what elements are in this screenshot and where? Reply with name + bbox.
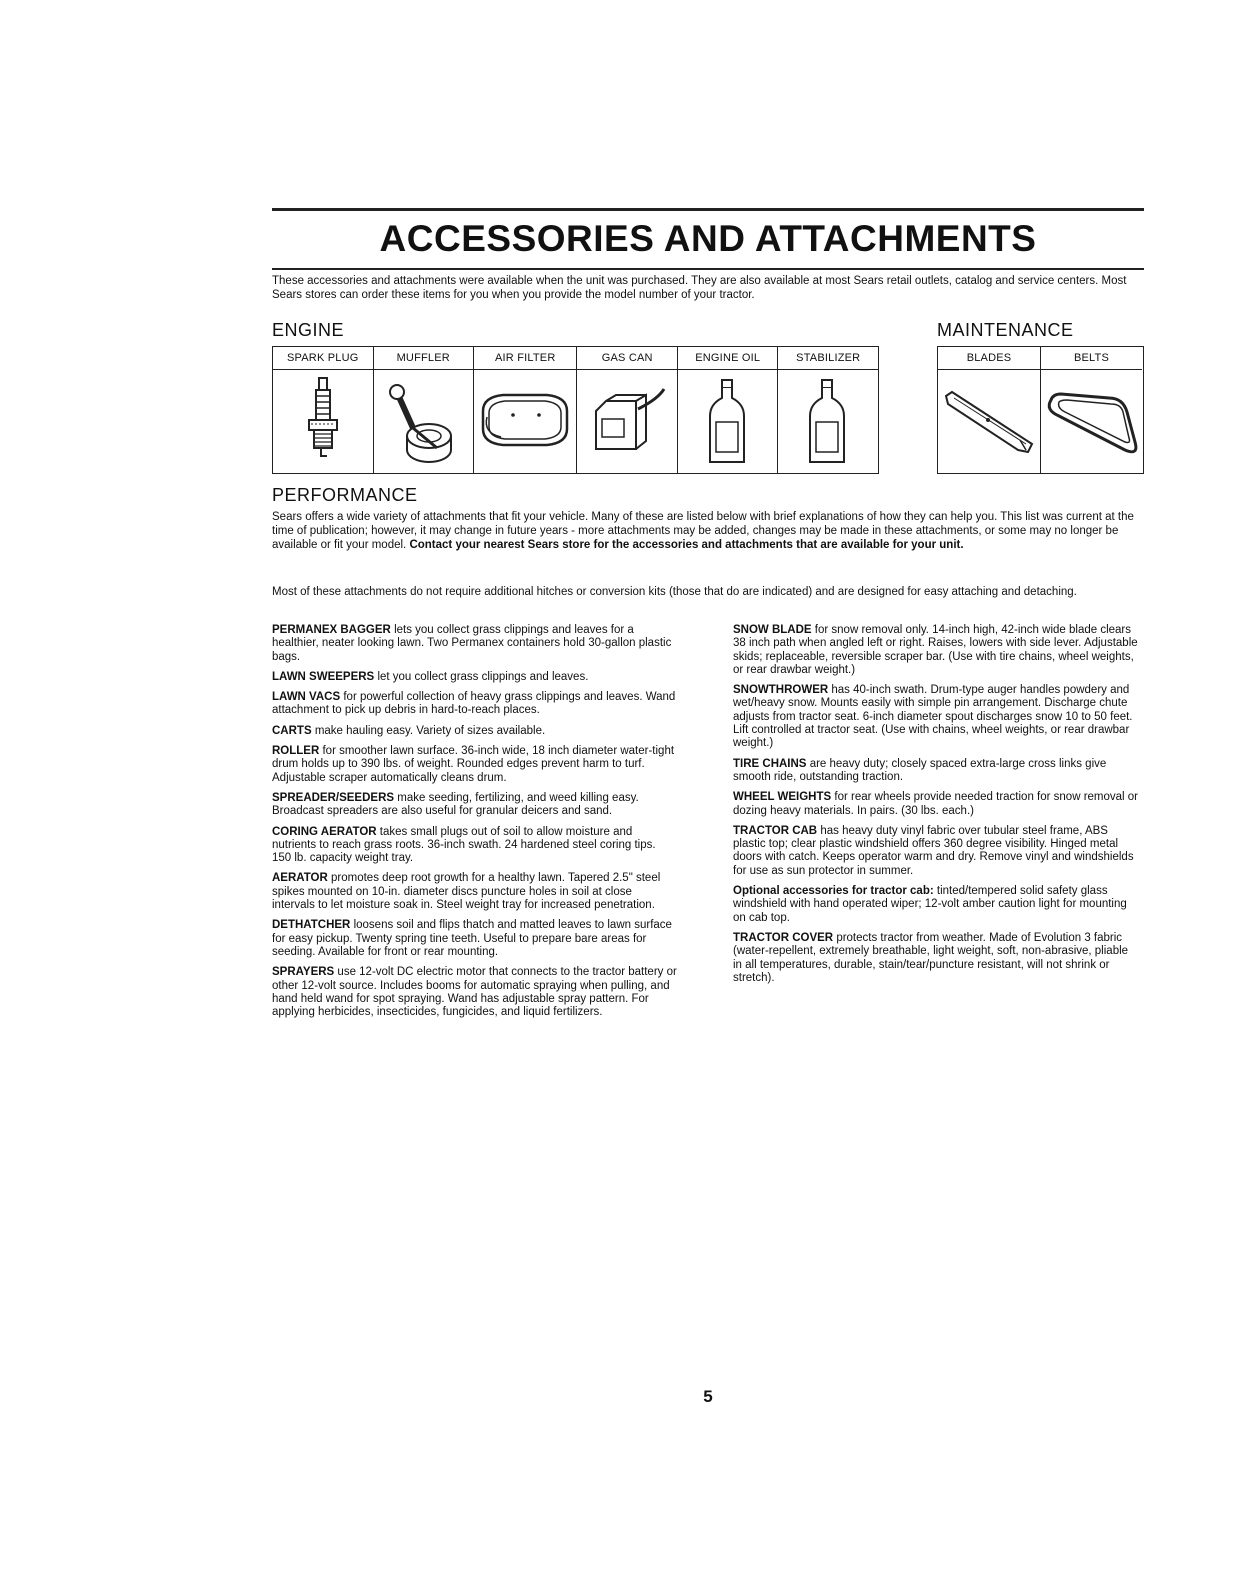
item-text: for snow removal only. 14-inch high, 42-inch wide blade clears 38 inch path when angled left or right. Raises, lowers with side lever. Adjustable skids; replaceable, reversible scraper bar. (Use with tire chains, wheel weights, or rear drawbar weight.) bbox=[733, 624, 1138, 676]
engine-grid bbox=[272, 346, 879, 474]
maintenance-label-blades: BLADES bbox=[938, 347, 1040, 370]
muffler-icon bbox=[383, 376, 463, 468]
item-title: WHEEL WEIGHTS bbox=[733, 791, 832, 804]
engine-label-spark-plug: SPARK PLUG bbox=[273, 347, 373, 370]
item-text: tinted/tempered solid safety glass windshield with hand operated wiper; 12-volt amber caution light for mounting on cab top. bbox=[733, 885, 1127, 924]
item-roller bbox=[272, 745, 677, 785]
item-text: use 12-volt DC electric motor that connects to the tractor battery or other 12-volt source. Includes booms for automatic spraying when pulling, and hand held wand for spot spraying. Wand has adjustable spray pattern. For applying herbicides, insecticides, fungicides, and liquid fertilizers. bbox=[272, 966, 677, 1019]
item-aerator bbox=[272, 872, 677, 912]
top-rule bbox=[272, 208, 1144, 211]
engine-label-air-filter: AIR FILTER bbox=[474, 347, 576, 370]
performance-heading: PERFORMANCE bbox=[272, 485, 418, 505]
item-text: has 40-inch swath. Drum-type auger handles powdery and wet/heavy snow. Mounts easily with simple pin arrangement. Discharge chute adjusts from tractor seat. 6-inch diameter spout discharges snow 10 to 50 feet. Lift controlled at tractor seat. (Use with chains, wheel weights, or rear drawbar weight.) bbox=[733, 684, 1133, 750]
item-title: TRACTOR CAB bbox=[733, 824, 818, 837]
item-sprayers bbox=[272, 966, 677, 1019]
item-snowthrower bbox=[733, 684, 1140, 750]
item-spreader-seeders bbox=[272, 792, 677, 819]
item-snow-blade bbox=[733, 624, 1140, 677]
item-title: LAWN VACS bbox=[272, 691, 341, 704]
item-title: DETHATCHER bbox=[272, 919, 351, 932]
engine-heading: ENGINE bbox=[272, 320, 345, 340]
item-tractor-cab bbox=[733, 825, 1140, 878]
item-wheel-weights bbox=[733, 791, 1140, 818]
page-number: 5 bbox=[703, 1387, 713, 1406]
item-permanex-bagger bbox=[272, 624, 677, 664]
engine-cell-gas-can bbox=[577, 347, 678, 473]
intro-paragraph: These accessories and attachments were available when the unit was purchased. They are also available at most Sears retail outlets, catalog and service centers. Most Sears stores can order these items for you when you provide the model number of your tractor. bbox=[272, 275, 1127, 301]
stabilizer-bottle-icon bbox=[806, 376, 850, 468]
item-title: CORING AERATOR bbox=[272, 825, 377, 838]
item-text: for rear wheels provide needed traction for snow removal or dozing heavy materials. In pairs. (30 lbs. each.) bbox=[733, 791, 1139, 817]
item-title: SPREADER/SEEDERS bbox=[272, 791, 395, 804]
engine-cell-stabilizer bbox=[778, 347, 878, 473]
item-title: LAWN SWEEPERS bbox=[272, 670, 375, 683]
item-text: has heavy duty vinyl fabric over tubular steel frame, ABS plastic top; clear plastic windshield offers 360 degree visibility. Hinged metal doors with catch. Keeps operator warm and dry. Remove vinyl and windshields for use as sun protector in summer. bbox=[733, 824, 1134, 877]
performance-paragraph bbox=[272, 510, 1144, 552]
item-text: make seeding, fertilizing, and weed killing easy. Broadcast spreaders are also useful for granular deicers and sand. bbox=[272, 791, 639, 818]
oil-bottle-icon bbox=[706, 376, 750, 468]
engine-cell-engine-oil bbox=[678, 347, 779, 473]
left-column bbox=[272, 624, 677, 1026]
maintenance-cell-blades bbox=[938, 347, 1041, 473]
item-text: protects tractor from weather. Made of Evolution 3 fabric (water-repellent, extremely breathable, light weight, soft, non-abrasive, pliable in all temperatures, durable, stain/tear/puncture resistant, will not shrink or stretch). bbox=[733, 931, 1129, 984]
title-rule bbox=[272, 268, 1144, 270]
item-text: make hauling easy. Variety of sizes available. bbox=[314, 724, 546, 737]
item-dethatcher bbox=[272, 919, 677, 959]
maintenance-cell-belts bbox=[1041, 347, 1142, 473]
maintenance-grid bbox=[937, 346, 1144, 474]
item-coring-aerator bbox=[272, 826, 677, 866]
item-carts bbox=[272, 725, 677, 738]
blade-icon bbox=[940, 382, 1038, 462]
page-title: ACCESSORIES AND ATTACHMENTS bbox=[379, 218, 1037, 259]
item-title: Optional accessories for tractor cab: bbox=[733, 885, 934, 898]
item-lawn-sweepers bbox=[272, 671, 677, 684]
item-title: CARTS bbox=[272, 724, 312, 737]
item-text: for powerful collection of heavy grass clippings and leaves. Wand attachment to pick up debris in hard-to-reach places. bbox=[272, 691, 676, 717]
engine-label-stabilizer: STABILIZER bbox=[778, 347, 878, 370]
engine-cell-air-filter bbox=[474, 347, 577, 473]
item-title: TRACTOR COVER bbox=[733, 931, 834, 944]
item-title: SPRAYERS bbox=[272, 966, 335, 979]
right-column bbox=[733, 624, 1140, 992]
performance-contact-text: Contact your nearest Sears store for the accessories and attachments that are available for your unit. bbox=[409, 539, 964, 551]
gas-can-icon bbox=[584, 383, 670, 461]
item-lawn-vacs bbox=[272, 691, 677, 718]
belt-icon bbox=[1043, 382, 1141, 462]
item-title: AERATOR bbox=[272, 872, 328, 885]
performance-note: Most of these attachments do not require additional hitches or conversion kits (those that do are indicated) and are designed for easy attaching and detaching. bbox=[272, 586, 1077, 598]
item-text: are heavy duty; closely spaced extra-large cross links give smooth ride, outstanding traction. bbox=[733, 757, 1107, 783]
engine-label-engine-oil: ENGINE OIL bbox=[678, 347, 778, 370]
item-title: ROLLER bbox=[272, 745, 320, 758]
maintenance-label-belts: BELTS bbox=[1041, 347, 1142, 370]
item-cab-accessories bbox=[733, 885, 1140, 925]
performance-text: Sears offers a wide variety of attachments that fit your vehicle. Many of these are listed below with brief explanations of how they can help you. This list was current at the time of publication; however, it may change in future years - more attachments may be added, changes may be made in these attachments, or some may no longer be available or fit your model. bbox=[272, 511, 1134, 551]
item-text: loosens soil and flips thatch and matted leaves to lawn surface for easy pickup. Twenty spring tine teeth. Useful to prepare bare areas for seeding. Available for front or rear mounting. bbox=[272, 919, 672, 958]
engine-label-muffler: MUFFLER bbox=[374, 347, 474, 370]
item-title: TIRE CHAINS bbox=[733, 757, 807, 770]
engine-label-gas-can: GAS CAN bbox=[577, 347, 677, 370]
air-filter-icon bbox=[477, 387, 573, 457]
engine-cell-muffler bbox=[374, 347, 475, 473]
item-text: promotes deep root growth for a healthy lawn. Tapered 2.5" steel spikes mounted on 10-in. diameter discs puncture holes in soil at close intervals to let moisture soak in. Steel weight tray for increased penetration. bbox=[272, 872, 661, 912]
item-title: SNOW BLADE bbox=[733, 624, 812, 636]
item-title: SNOWTHROWER bbox=[733, 684, 829, 697]
maintenance-heading: MAINTENANCE bbox=[937, 320, 1074, 340]
engine-cell-spark-plug bbox=[273, 347, 374, 473]
item-text: lets you collect grass clippings and leaves for a healthier, neater looking lawn. Two Permanex containers hold 30-gallon plastic bags. bbox=[272, 624, 672, 663]
item-text: takes small plugs out of soil to allow moisture and nutrients to reach grass roots. 36-inch swath. 24 hardened steel coring tips. 150 lb. capacity weight tray. bbox=[272, 825, 656, 865]
item-text: for smoother lawn surface. 36-inch wide, 18 inch diameter water-tight drum holds up to 390 lbs. of weight. Rounded edges prevent harm to turf. Adjustable scraper automatically cleans drum. bbox=[272, 745, 675, 784]
spark-plug-icon bbox=[303, 376, 343, 468]
item-tractor-cover bbox=[733, 932, 1140, 985]
item-title: PERMANEX BAGGER bbox=[272, 624, 391, 636]
item-text: let you collect grass clippings and leaves. bbox=[377, 670, 589, 683]
item-tire-chains bbox=[733, 758, 1140, 785]
